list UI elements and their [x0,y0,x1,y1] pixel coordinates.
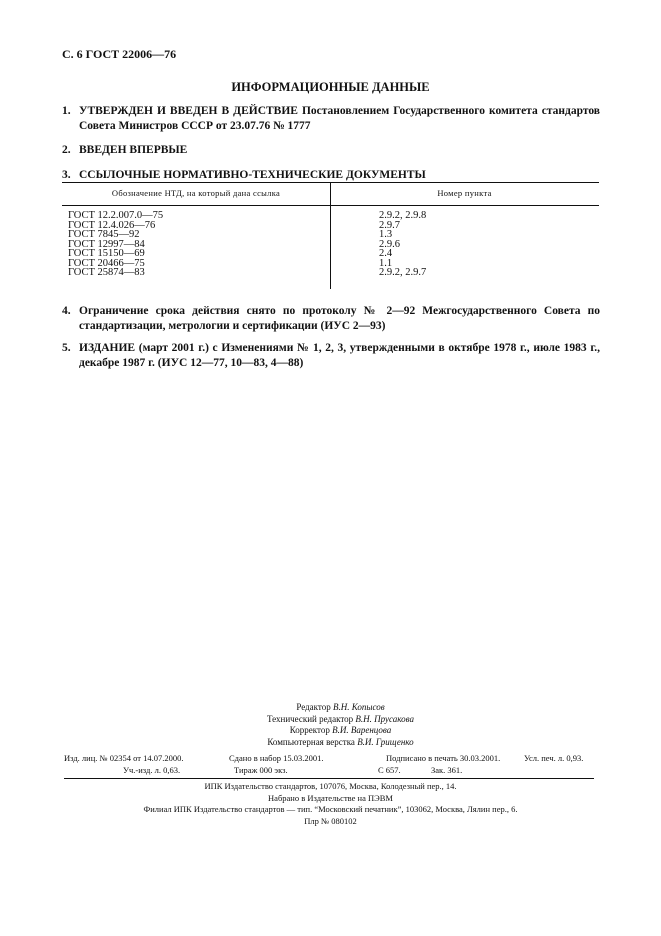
publisher-line: Филиал ИПК Издательство стандартов — тип. “Московский печатник”, 103062, Москва, Лялин пер., 6. [143,804,518,814]
table-row [68,221,599,231]
table-body [68,211,599,278]
cell-document: ГОСТ 15150—69 [68,248,145,259]
credit-role: Технический редактор [266,713,354,724]
cell-clause: 1.1 [379,257,393,269]
print-sheets: Усл. печ. л. 0,93. [524,753,584,763]
item-text: Ограничение срока действия снято по протоколу № 2—92 Межгосударственного Совета по стандартизации, метрологии и сертификации (ИУС 2—93) [79,305,600,332]
cell-clause: 2.9.2, 2.9.8 [379,210,427,221]
item-number: 3. [62,169,71,181]
credit-name: В.И. Варенцова [332,725,392,735]
credit-name: В.Н. Прусакова [355,713,415,724]
info-item-2 [62,143,600,158]
editorial-credits [0,702,661,748]
table-row [68,240,599,250]
item-text: (март 2001 г.) с Изменениями № 1, 2, 3, утвержденными в октябре 1978 г., июле 1983 г., декабре 1987 г. (ИУС 12—77, 10—83, 4—88) [79,342,600,369]
table-row [68,230,599,240]
info-item-5 [62,341,600,370]
publisher-line: ИПК Издательство стандартов, 107076, Москва, Колодезный пер., 14. [204,781,457,791]
item-heading: ВВЕДЕН ВПЕРВЫЕ [79,144,188,156]
table-row [68,259,599,269]
item-text: Постановлением Государственного комитета стандартов Совета Министров СССР от 23.07.76 № 1777 [79,105,600,132]
publisher-line: Набрано в Издательстве на ПЭВМ [268,792,393,803]
item-number: 5. [62,342,71,354]
item-heading: ИЗДАНИЕ [79,342,136,354]
publisher-line: Плр № 080102 [304,815,357,826]
cell-document: ГОСТ 12997—84 [68,238,145,250]
section-title: ИНФОРМАЦИОННЫЕ ДАННЫЕ [231,80,430,94]
info-item-3 [62,168,600,183]
footer-divider [64,778,594,779]
print-edit-sheets: Уч.-изд. л. 0,63. [123,765,181,775]
publisher-info [0,781,661,827]
item-number: 1. [62,105,71,117]
credit-line [10,714,661,726]
info-item-4 [62,304,600,333]
item-number: 4. [62,305,71,317]
item-heading: ССЫЛОЧНЫЕ НОРМАТИВНО-ТЕХНИЧЕСКИЕ ДОКУМЕНТЫ [79,169,426,181]
print-c: С 657. [378,765,401,775]
info-item-1 [62,104,600,133]
cell-clause: 2.9.7 [379,219,400,231]
credit-role: Компьютерная верстка [267,736,355,747]
table-header-clause: Номер пункта [437,188,492,198]
credit-role: Корректор [289,725,330,735]
credit-role: Редактор [296,702,331,712]
item-heading: УТВЕРЖДЕН И ВВЕДЕН В ДЕЙСТВИЕ [79,105,298,117]
cell-clause: 2.4 [379,248,393,259]
cell-document: ГОСТ 25874—83 [68,267,145,278]
cell-clause: 1.3 [379,229,393,240]
print-circulation: Тираж 000 экз. [234,765,288,775]
cell-document: ГОСТ 20466—75 [68,257,145,269]
page-header: С. 6 ГОСТ 22006—76 [62,47,177,61]
credit-line [10,725,661,737]
table-header-document: Обозначение НТД, на который дана ссылка [111,188,281,198]
table-row [68,249,599,259]
print-info [64,752,594,776]
cell-document: ГОСТ 12.4.026—76 [68,219,156,231]
table-row [68,268,599,278]
cell-clause: 2.9.6 [379,238,400,250]
item-number: 2. [62,144,71,156]
credit-name: В.Н. Копысов [333,702,385,712]
credit-name: В.И. Грищенко [357,736,414,747]
print-order: Зак. 361. [431,765,463,775]
print-typeset: Сдано в набор 15.03.2001. [229,753,324,763]
cell-clause: 2.9.2, 2.9.7 [379,267,427,278]
cell-document: ГОСТ 7845—92 [68,229,140,240]
print-license: Изд. лиц. № 02354 от 14.07.2000. [64,753,184,763]
credit-line [10,702,661,714]
credit-line [10,737,661,749]
print-signed: Подписано в печать 30.03.2001. [386,753,501,763]
cell-document: ГОСТ 12.2.007.0—75 [68,210,164,221]
